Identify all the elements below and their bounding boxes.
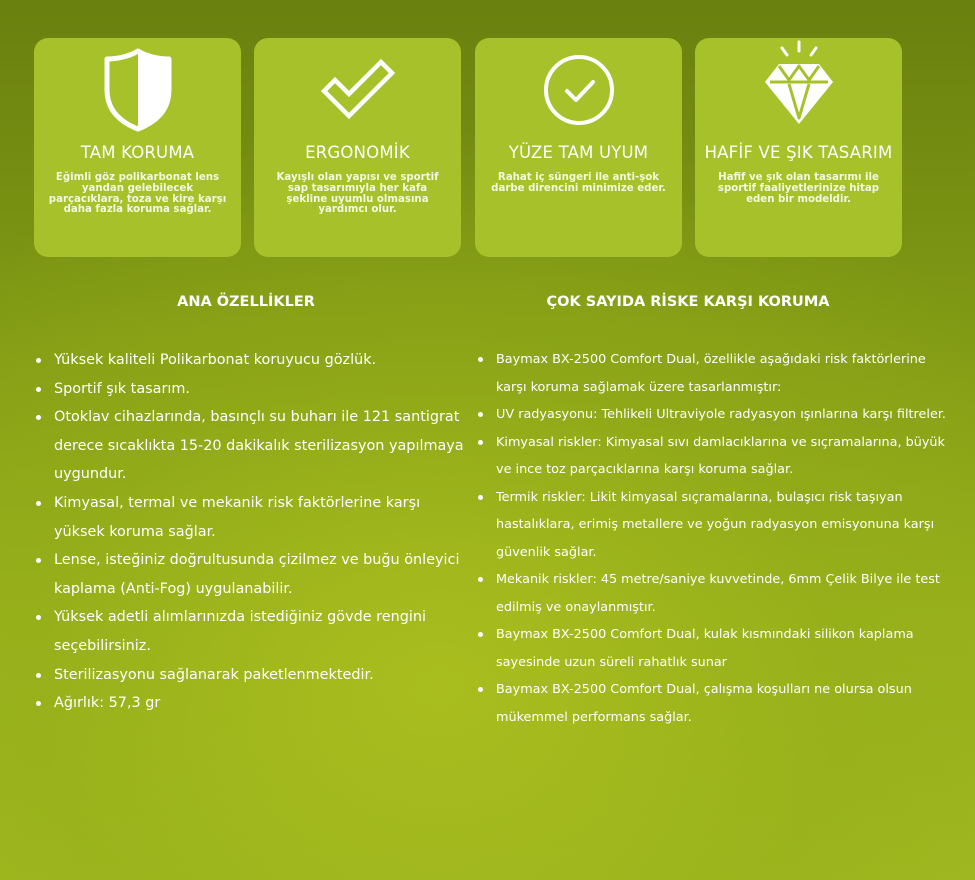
list-item: Baymax BX-2500 Comfort Dual, özellikle aşağıdaki risk faktörlerine karşı koruma sağlamak üzere tasarlanmıştır: (476, 346, 946, 401)
list-item: Yüksek adetli alımlarınızda istediğiniz gövde rengini seçebilirsiniz. (34, 603, 464, 660)
circle-check-icon (475, 44, 682, 136)
list-item: Termik riskler: Likit kimyasal sıçramalarına, bulaşıcı risk taşıyan hastalıklara, erimiş metallere ve yoğun radyasyon emisyonuna karşı güvenlik sağlar. (476, 484, 946, 567)
card-description: Eğimli göz polikarbonat lens yandan gelebilecek parçacıklara, toza ve kire karşı daha fazla koruma sağlar. (48, 172, 227, 216)
list-item: Lense, isteğiniz doğrultusunda çizilmez ve buğu önleyici kaplama (Anti-Fog) uygulanabilir. (34, 546, 464, 603)
feature-card-yuze-tam-uyum (475, 38, 682, 257)
feature-cards (34, 38, 904, 258)
card-title: HAFİF VE ŞIK TASARIM (704, 143, 893, 162)
features-list (34, 346, 464, 718)
left-section-heading: ANA ÖZELLİKLER (177, 294, 315, 310)
shield-icon (34, 44, 241, 136)
right-section-heading: ÇOK SAYIDA RİSKE KARŞI KORUMA (546, 294, 830, 310)
list-item: Kimyasal riskler: Kimyasal sıvı damlacıklarına ve sıçramalarına, büyük ve ince toz parçacıklarına karşı koruma sağlar. (476, 429, 946, 484)
risk-protection-list (476, 346, 946, 731)
list-item: Sterilizasyonu sağlanarak paketlenmektedir. (34, 661, 464, 690)
card-title: YÜZE TAM UYUM (508, 143, 649, 162)
checkmark-icon (254, 44, 461, 136)
card-title: ERGONOMİK (305, 143, 410, 162)
card-description: Kayışlı olan yapısı ve sportif sap tasarımıyla her kafa şekline uyumlu olmasına yardımcı olur. (276, 172, 439, 216)
feature-card-hafif-ve-sik-tasarim (695, 38, 902, 257)
list-item: Ağırlık: 57,3 gr (34, 689, 464, 718)
feature-card-tam-koruma (34, 38, 241, 257)
list-item: Yüksek kaliteli Polikarbonat koruyucu gözlük. (34, 346, 464, 375)
list-item: Mekanik riskler: 45 metre/saniye kuvvetinde, 6mm Çelik Bilye ile test edilmiş ve onaylanmıştır. (476, 566, 946, 621)
list-item: Baymax BX-2500 Comfort Dual, kulak kısmındaki silikon kaplama sayesinde uzun süreli rahatlık sunar (476, 621, 946, 676)
list-item: UV radyasyonu: Tehlikeli Ultraviyole radyasyon ışınlarına karşı filtreler. (476, 401, 946, 429)
card-description: Rahat iç süngeri ile anti-şok darbe direncini minimize eder. (491, 172, 666, 194)
card-title: TAM KORUMA (80, 143, 195, 162)
feature-card-ergonomik (254, 38, 461, 257)
list-item: Baymax BX-2500 Comfort Dual, çalışma koşulları ne olursa olsun mükemmel performans sağlar. (476, 676, 946, 731)
list-item: Otoklav cihazlarında, basınçlı su buharı ile 121 santigrat derece sıcaklıkta 15-20 dakikalık sterilizasyon yapılmaya uygundur. (34, 403, 464, 489)
diamond-icon (695, 38, 902, 130)
card-description: Hafif ve şık olan tasarımı ile sportif faaliyetlerinize hitap eden bir modeldir. (717, 172, 880, 205)
list-item: Sportif şık tasarım. (34, 375, 464, 404)
list-item: Kimyasal, termal ve mekanik risk faktörlerine karşı yüksek koruma sağlar. (34, 489, 464, 546)
